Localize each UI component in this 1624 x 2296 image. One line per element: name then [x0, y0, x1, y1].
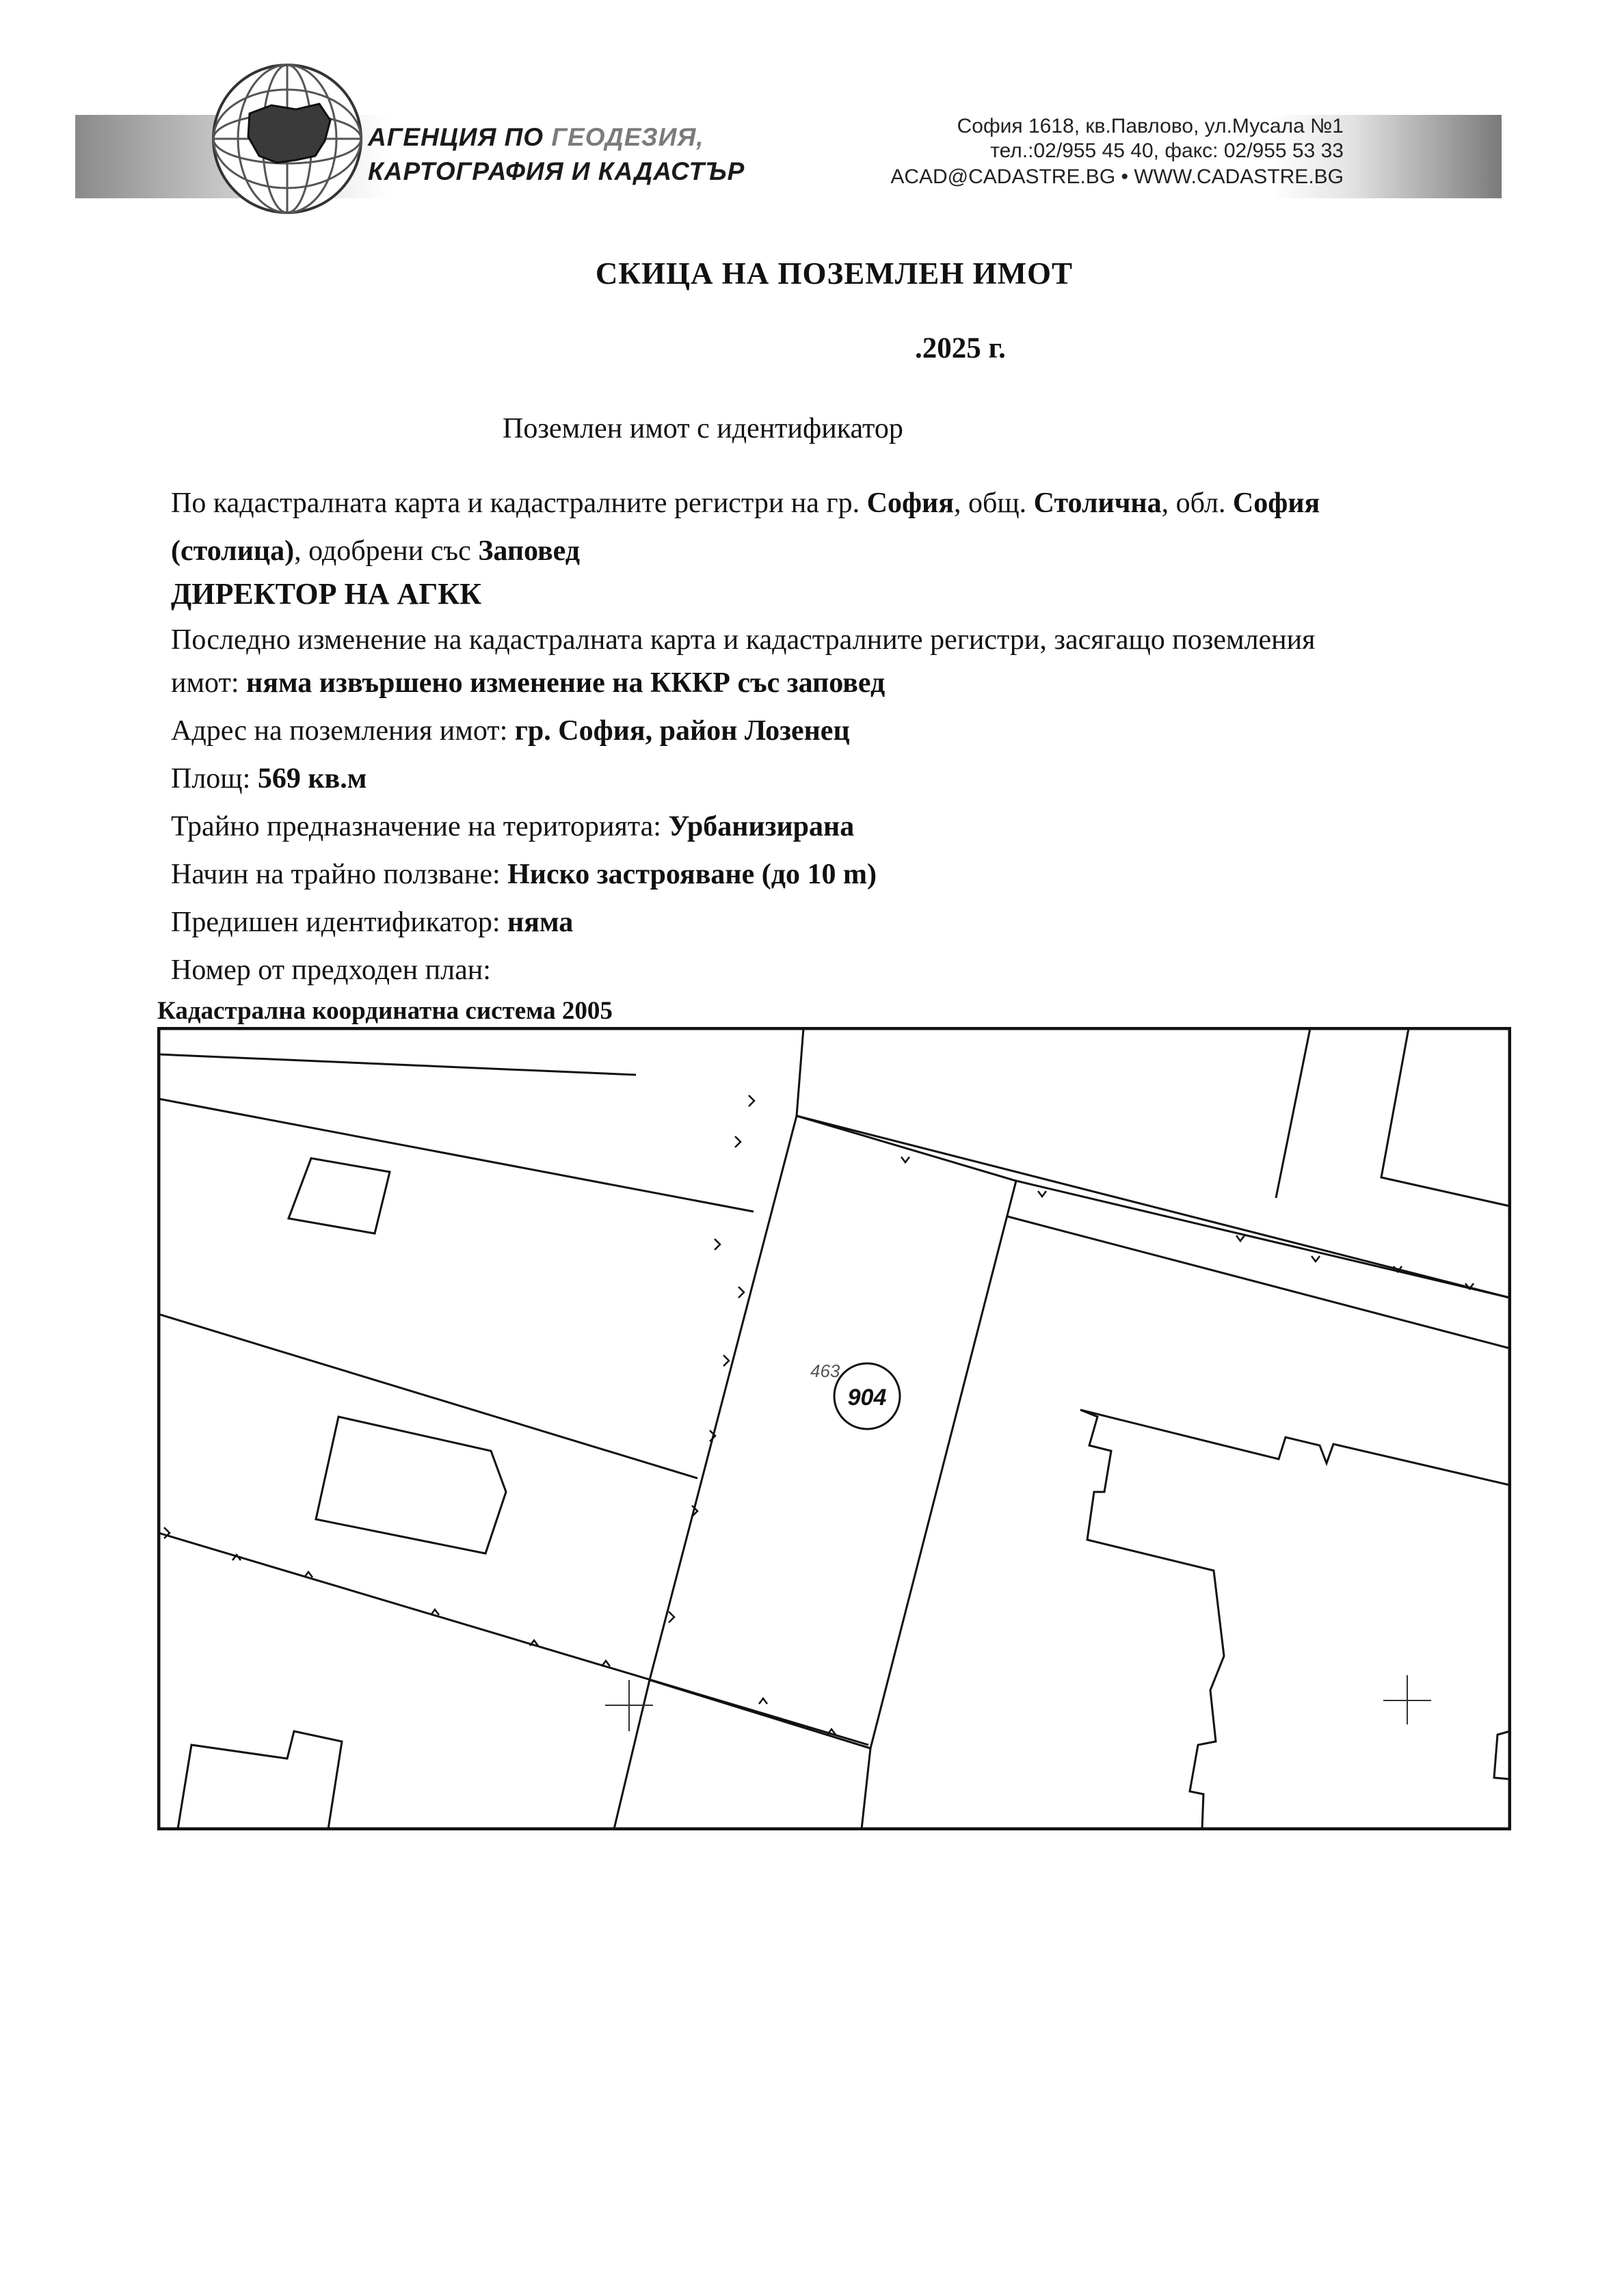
boundary-line	[797, 1028, 803, 1116]
coordinate-system-label: Кадастрална координатна система 2005	[157, 997, 613, 1025]
boundary-tick	[715, 1239, 720, 1250]
cadastre-line-1: По кадастралната карта и кадастралните регистри на гр. София, общ. Столична, обл. София	[171, 488, 1320, 519]
building-outline	[1080, 1410, 1224, 1829]
parcel-904-outline	[650, 1116, 1016, 1748]
boundary-tick	[1236, 1236, 1244, 1241]
boundary-tick	[723, 1355, 729, 1366]
identifier-label: Поземлен имот с идентификатор	[503, 413, 903, 444]
building-outline	[178, 1731, 342, 1829]
document-title: СКИЦА НА ПОЗЕМЛЕН ИМОТ	[595, 256, 1074, 291]
agency-web: ACAD@CADASTRE.BG • WWW.CADASTRE.BG	[890, 165, 1344, 188]
map-parcel-number: 904	[847, 1385, 887, 1411]
building-outline	[1381, 1028, 1510, 1206]
purpose-line: Трайно предназначение на територията: Урбанизирана	[171, 811, 855, 842]
map-old-number: 463	[810, 1361, 840, 1381]
boundary-line	[614, 1680, 650, 1829]
boundary-line	[1016, 1181, 1510, 1298]
agency-phone: тел.:02/955 45 40, факс: 02/955 53 33	[990, 139, 1344, 162]
building-outline	[1494, 1731, 1510, 1779]
boundary-line	[159, 1314, 697, 1478]
boundary-line	[159, 1099, 754, 1212]
previous-id-line: Предишен идентификатор: няма	[171, 907, 574, 938]
previous-plan-line: Номер от предходен план:	[171, 955, 491, 986]
boundary-tick	[669, 1612, 674, 1623]
boundary-line	[862, 1748, 870, 1829]
boundary-line	[1007, 1216, 1510, 1348]
cadastral-map	[157, 1027, 1511, 1830]
boundary-tick	[738, 1287, 744, 1298]
agency-name-line1: АГЕНЦИЯ ПО ГЕОДЕЗИЯ,	[368, 123, 704, 151]
boundary-tick	[1312, 1256, 1320, 1262]
boundary-tick	[749, 1095, 754, 1106]
director-label: ДИРЕКТОР НА АГКК	[171, 577, 482, 611]
document-date: .2025 г.	[915, 332, 1006, 364]
boundary-line	[797, 1116, 1510, 1298]
boundary-tick	[304, 1572, 312, 1577]
agency-globe-logo	[209, 60, 366, 217]
boundary-tick	[901, 1157, 909, 1162]
last-change-label: Последно изменение на кадастралната карта и кадастралните регистри, засягащо поземления	[171, 624, 1316, 656]
boundary-tick	[759, 1698, 767, 1704]
building-outline	[316, 1417, 506, 1553]
agency-address: София 1618, кв.Павлово, ул.Мусала №1	[957, 115, 1344, 137]
boundary-tick	[1038, 1191, 1046, 1197]
boundary-tick	[735, 1136, 741, 1147]
area-line: Площ: 569 кв.м	[171, 763, 367, 795]
boundary-line	[159, 1054, 636, 1075]
address-line: Адрес на поземления имот: гр. София, район Лозенец	[171, 715, 850, 747]
last-change-line: имот: няма извършено изменение на КККР със заповед	[171, 667, 886, 699]
boundary-line	[1276, 1028, 1310, 1198]
boundary-tick	[431, 1610, 439, 1615]
agency-name-line2: КАРТОГРАФИЯ И КАДАСТЪР	[368, 157, 745, 185]
building-outline	[289, 1158, 390, 1233]
boundary-line	[159, 1533, 868, 1745]
cadastre-line-2: (столица), одобрени със Заповед	[171, 535, 581, 567]
map-frame	[159, 1028, 1510, 1829]
usage-line: Начин на трайно ползване: Ниско застрояване (до 10 m)	[171, 859, 877, 890]
building-outline	[1080, 1410, 1510, 1485]
